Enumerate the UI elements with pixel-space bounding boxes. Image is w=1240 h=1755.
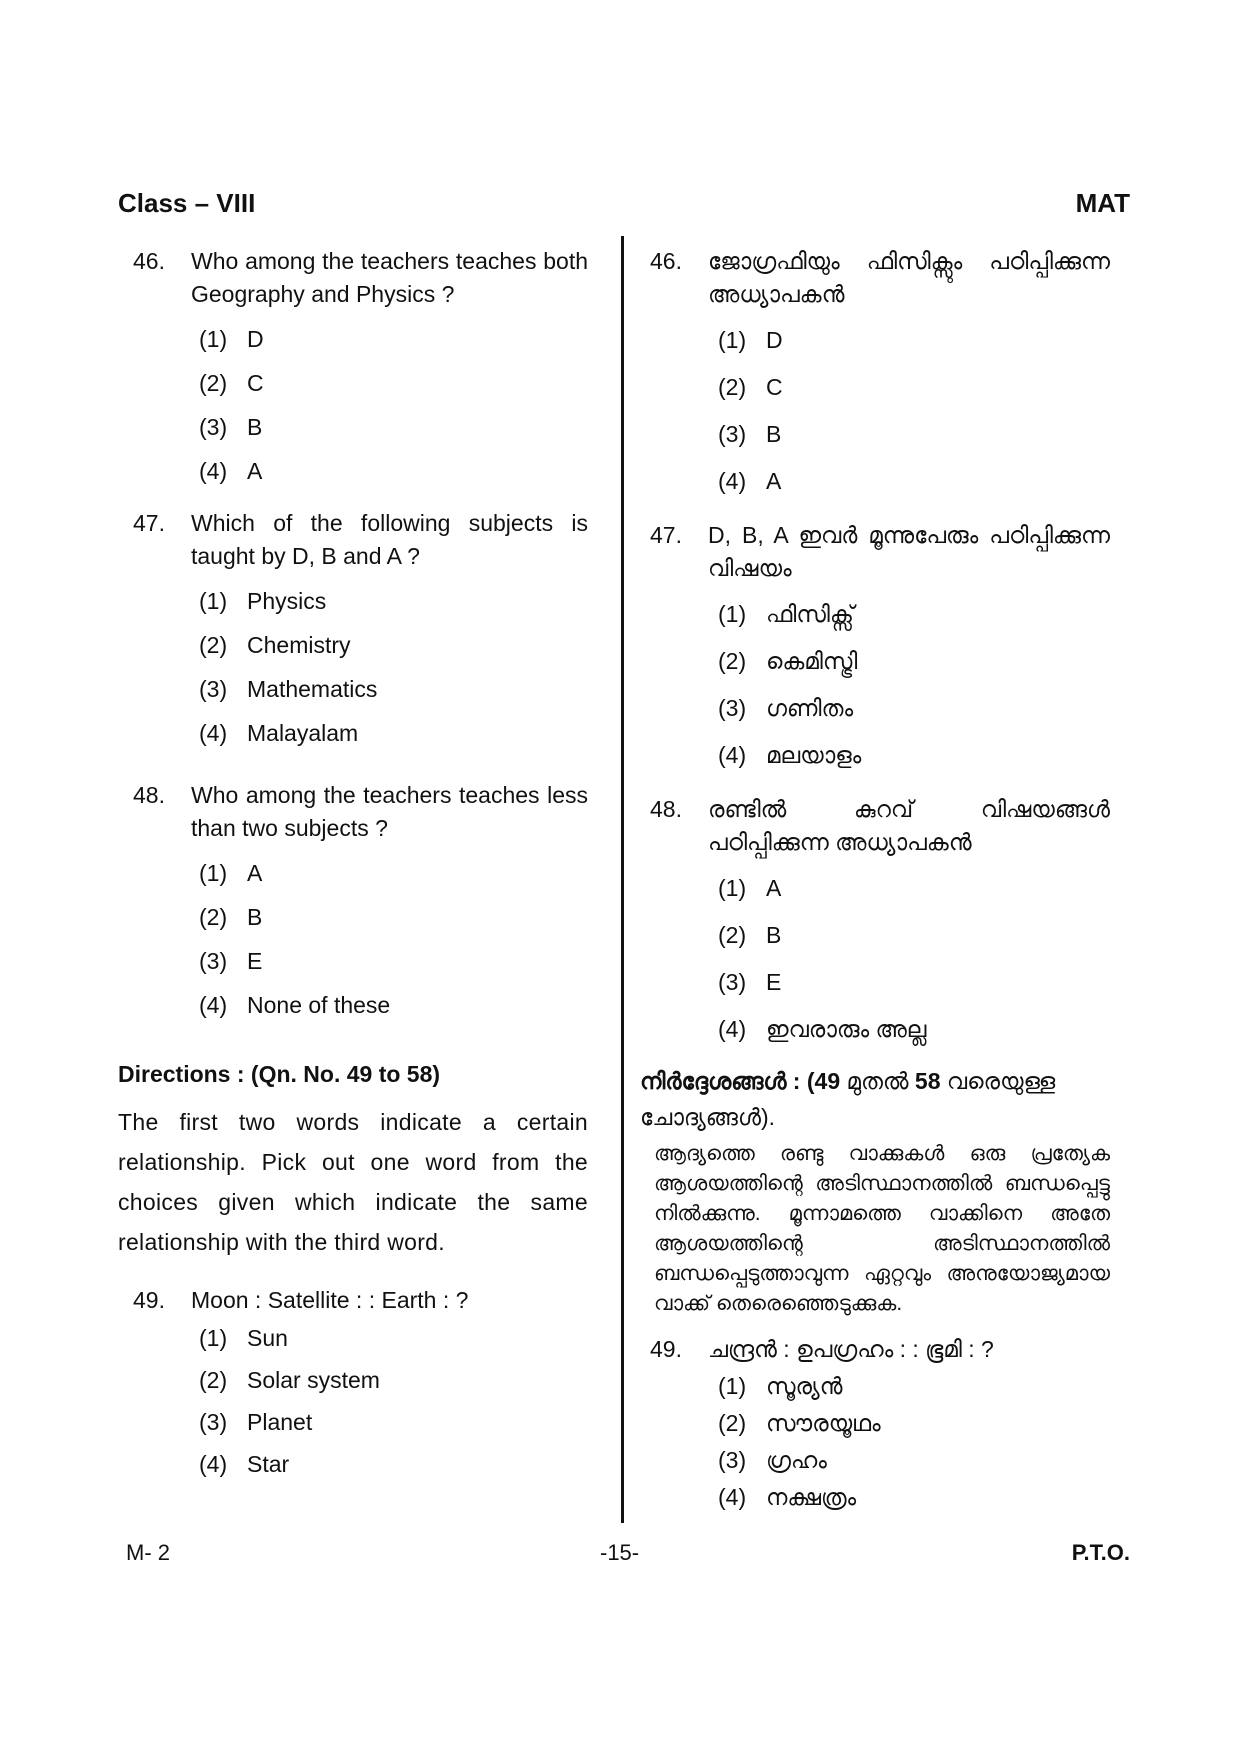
question-number: 46.	[133, 248, 165, 274]
option-number: (2)	[718, 922, 747, 948]
question-48	[118, 779, 588, 845]
option	[199, 939, 588, 983]
question-text: ജോഗ്രഫിയും ഫിസിക്സും പഠിപ്പിക്കുന്ന അധ്യാപകൻ	[708, 248, 1110, 307]
option-text: മലയാളം	[766, 742, 862, 768]
question-text: Moon : Satellite : : Earth : ?	[191, 1287, 469, 1313]
option-text: Chemistry	[247, 631, 351, 658]
options-46	[199, 317, 588, 493]
question-number: 46.	[650, 248, 682, 274]
option	[199, 983, 588, 1027]
directions-text: The first two words indicate a certain relationship. Pick out one word from the choices given which indicate the same relationship with the third word.	[118, 1109, 588, 1255]
option-number: (3)	[718, 695, 747, 721]
option	[199, 361, 588, 405]
option-number: (4)	[199, 719, 228, 746]
directions-to: 58	[914, 1068, 941, 1094]
question-47-ml	[650, 519, 1110, 585]
question-49	[118, 1284, 588, 1317]
option	[718, 1368, 1110, 1405]
option-number: (1)	[199, 587, 228, 614]
question-number: 47.	[650, 522, 682, 548]
option	[199, 317, 588, 361]
question-number: 47.	[133, 510, 165, 536]
option-text: A	[247, 859, 263, 886]
option-text: ഫിസിക്സ്	[766, 601, 854, 627]
option-number: (2)	[199, 1366, 228, 1393]
question-number: 49.	[133, 1287, 165, 1313]
option-text: Physics	[247, 587, 327, 614]
option-number: (3)	[199, 675, 228, 702]
english-column	[118, 245, 588, 1485]
option-number: (3)	[718, 1447, 747, 1473]
question-47	[118, 507, 588, 573]
option-number: (4)	[718, 468, 747, 494]
option-text: Malayalam	[247, 719, 359, 746]
option	[199, 667, 588, 711]
option-number: (2)	[718, 1410, 747, 1436]
subject-header: MAT	[1075, 188, 1130, 218]
option	[718, 732, 1110, 779]
question-number: 48.	[650, 796, 682, 822]
option	[718, 1006, 1110, 1053]
option	[718, 411, 1110, 458]
pto-label: P.T.O.	[1071, 1540, 1130, 1565]
option-number: (3)	[718, 969, 747, 995]
directions-from: 49	[814, 1068, 841, 1094]
option-text: E	[247, 947, 263, 974]
options-49	[199, 1317, 588, 1485]
option-number: (2)	[199, 903, 228, 930]
option-number: (3)	[718, 421, 747, 447]
question-text: രണ്ടിൽ കുറവ് വിഷയങ്ങൾ പഠിപ്പിക്കുന്ന അധ്യാപകൻ	[708, 796, 1110, 855]
option-text: ഗ്രഹം	[766, 1447, 827, 1473]
option-text: B	[247, 413, 263, 440]
option-text: ഇവരാരും അല്ല	[766, 1016, 927, 1042]
class-header: Class – VIII	[118, 188, 256, 218]
option-text: കെമിസ്ട്രി	[766, 648, 858, 674]
option	[199, 895, 588, 939]
option	[718, 912, 1110, 959]
options-48	[199, 851, 588, 1027]
question-48-ml	[650, 793, 1110, 859]
malayalam-column	[640, 245, 1110, 1516]
option-number: (1)	[718, 601, 747, 627]
option	[199, 449, 588, 493]
option-text: B	[766, 922, 782, 948]
option-number: (2)	[199, 369, 228, 396]
option-text: E	[766, 969, 782, 995]
page-number: -15-	[600, 1540, 640, 1565]
option	[199, 851, 588, 895]
option-number: (1)	[718, 875, 747, 901]
question-text: ചന്ദ്രൻ : ഉപഗ്രഹം : : ഭൂമി : ?	[708, 1336, 994, 1362]
question-49-ml	[650, 1333, 1110, 1366]
option-text: ഗണിതം	[766, 695, 854, 721]
question-46-ml	[650, 245, 1110, 311]
question-number: 48.	[133, 782, 165, 808]
option-text: A	[766, 875, 782, 901]
option	[718, 638, 1110, 685]
option-number: (3)	[199, 1408, 228, 1435]
question-46	[118, 245, 588, 311]
directions-from-word: മുതൽ	[840, 1068, 915, 1094]
option	[199, 1359, 588, 1401]
option	[199, 1443, 588, 1485]
options-49-ml	[718, 1368, 1110, 1516]
option-number: (4)	[199, 1450, 228, 1477]
option-text: സൂര്യൻ	[766, 1373, 843, 1399]
option-text: Planet	[247, 1408, 313, 1435]
directions-label: നിർദ്ദേശങ്ങൾ	[640, 1068, 787, 1094]
option-number: (3)	[199, 413, 228, 440]
option	[199, 711, 588, 755]
option-number: (1)	[718, 1373, 747, 1399]
option-number: (1)	[199, 859, 228, 886]
option-number: (4)	[718, 742, 747, 768]
option-text: A	[247, 457, 263, 484]
question-text: Who among the teachers teaches both Geography and Physics ?	[191, 248, 588, 307]
option-text: A	[766, 468, 782, 494]
option-text: Mathematics	[247, 675, 378, 702]
option	[199, 579, 588, 623]
booklet-code: M- 2	[126, 1540, 170, 1565]
option-text: Sun	[247, 1324, 288, 1351]
option	[199, 623, 588, 667]
option-text: Solar system	[247, 1366, 380, 1393]
option-text: None of these	[247, 991, 391, 1018]
question-text: Which of the following subjects is taught by D, B and A ?	[191, 510, 588, 569]
option-number: (4)	[718, 1484, 747, 1510]
options-48-ml	[718, 865, 1110, 1053]
option-number: (4)	[199, 991, 228, 1018]
option	[718, 591, 1110, 638]
option-number: (4)	[718, 1016, 747, 1042]
directions-title: Directions : (Qn. No. 49 to 58)	[118, 1061, 441, 1087]
option	[718, 1405, 1110, 1442]
option-text: Star	[247, 1450, 290, 1477]
option	[718, 959, 1110, 1006]
option-number: (2)	[718, 374, 747, 400]
option	[718, 865, 1110, 912]
question-number: 49.	[650, 1336, 682, 1362]
directions-title-ml	[640, 1063, 1110, 1135]
option-text: നക്ഷത്രം	[766, 1484, 857, 1510]
option	[718, 685, 1110, 732]
option	[199, 1317, 588, 1359]
option-text: സൗരയൂഥം	[766, 1410, 881, 1436]
option	[718, 1479, 1110, 1516]
question-text: D, B, A ഇവർ മൂന്നുപേരും പഠിപ്പിക്കുന്ന വിഷയം	[708, 522, 1110, 581]
option	[718, 364, 1110, 411]
directions-to-word: വരെയുള്ള ചോദ്യങ്ങൾ).	[640, 1068, 1056, 1130]
option-text: C	[247, 369, 264, 396]
option-text: B	[247, 903, 263, 930]
option	[199, 1401, 588, 1443]
option	[199, 405, 588, 449]
option-text: B	[766, 421, 782, 447]
option-number: (1)	[199, 1324, 228, 1351]
directions-paren: : (	[786, 1068, 815, 1094]
option-text: D	[247, 325, 264, 352]
options-46-ml	[718, 317, 1110, 505]
directions-text-ml: ആദ്യത്തെ രണ്ടു വാക്കുകൾ ഒരു പ്രത്യേക ആശയത്തിന്റെ അടിസ്ഥാനത്തിൽ ബന്ധപ്പെട്ടു നിൽക്കുന്നു. മൂന്നാമത്തെ വാക്കിനെ അതേ ആശയത്തിന്റെ അടിസ്ഥാനത്തിൽ ബന്ധപ്പെടുത്താവുന്ന ഏറ്റവും അനുയോജ്യമായ വാക്ക് തെരെഞ്ഞെടുക്കുക.	[654, 1142, 1110, 1315]
option	[718, 1442, 1110, 1479]
options-47	[199, 579, 588, 755]
option-text: C	[766, 374, 783, 400]
option-number: (1)	[718, 327, 747, 353]
option	[718, 458, 1110, 505]
options-47-ml	[718, 591, 1110, 779]
option-number: (3)	[199, 947, 228, 974]
option-number: (2)	[718, 648, 747, 674]
option-number: (4)	[199, 457, 228, 484]
option-text: D	[766, 327, 783, 353]
column-divider	[621, 236, 624, 1523]
option-number: (2)	[199, 631, 228, 658]
option-number: (1)	[199, 325, 228, 352]
question-text: Who among the teachers teaches less than two subjects ?	[191, 782, 588, 841]
option	[718, 317, 1110, 364]
